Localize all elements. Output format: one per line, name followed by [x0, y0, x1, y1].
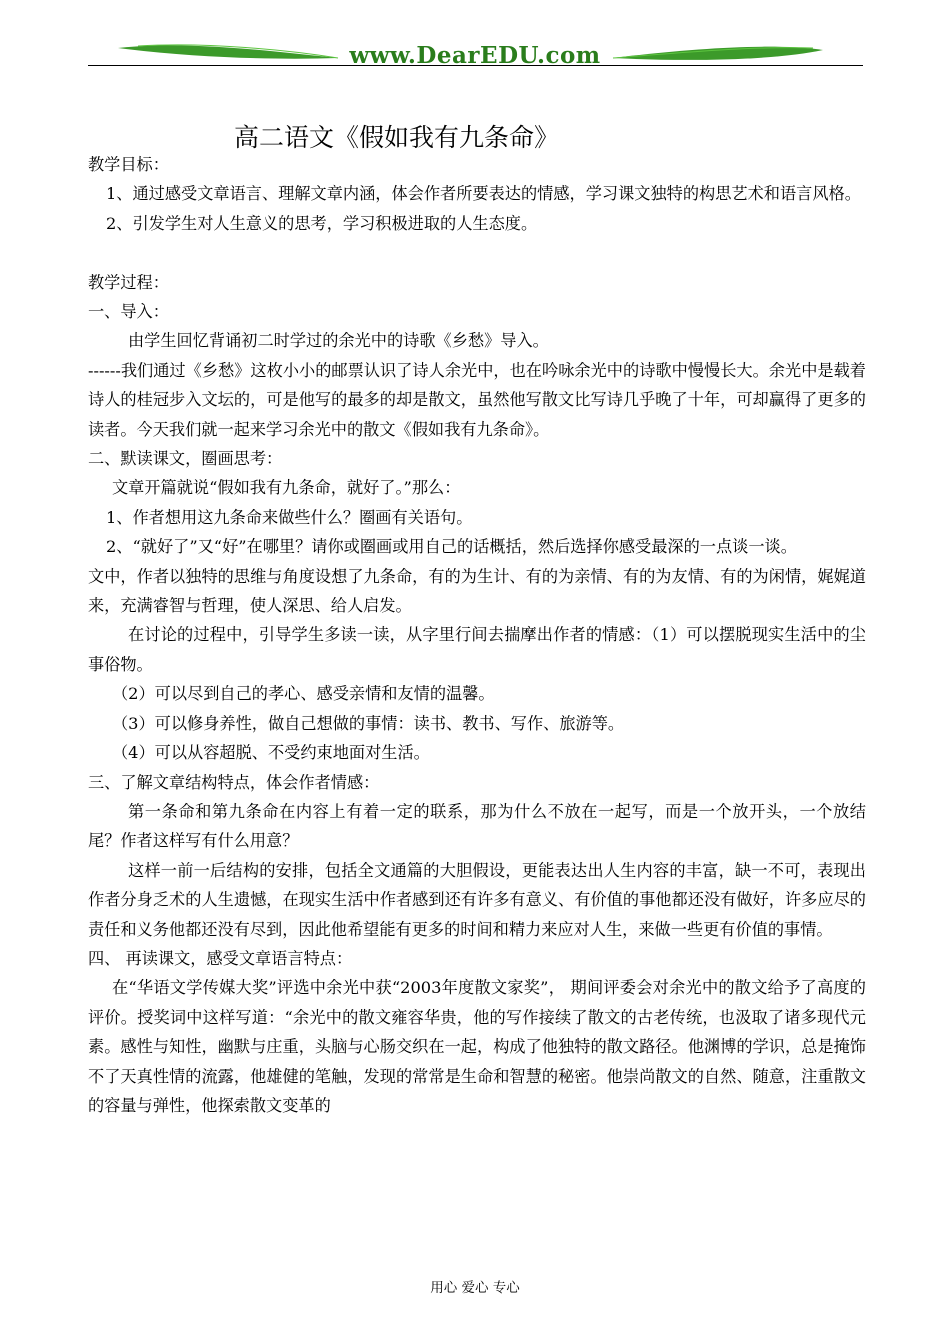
paragraph: 1、作者想用这九条命来做些什么？圈画有关语句。: [106, 507, 473, 527]
page-footer: 用心 爱心 专心: [430, 1280, 520, 1296]
paragraph: 文中，作者以独特的思维与角度设想了九条命，有的为生计、有的为亲情、有的为友情、有的为闲情，娓娓道来，充满睿智与哲理，使人深思、给人启发。: [88, 566, 866, 616]
paragraph: 2、“就好了”又“好”在哪里？请你或圈画或用自己的话概括，然后选择你感受最深的一点谈一谈。: [106, 537, 797, 557]
paragraph: （2）可以尽到自己的孝心、感受亲情和友情的温馨。: [112, 684, 495, 704]
right-leaf-swoosh: [613, 47, 823, 60]
paragraph: 2、引发学生对人生意义的思考，学习积极进取的人生态度。: [106, 213, 538, 233]
paragraph: 1、通过感受文章语言、理解文章内涵，体会作者所要表达的情感，学习课文独特的构思艺术和语言风格。: [106, 184, 861, 204]
header-rule: [88, 65, 863, 66]
paragraph: ------我们通过《乡愁》这枚小小的邮票认识了诗人余光中，也在吟咏余光中的诗歌中慢慢长大。余光中是载着诗人的桂冠步入文坛的，可是他写的最多的却是散文，虽然他写散文比写诗几乎晚了十年，可却赢得了更多的读者。今天我们就一起来学习余光中的散文《假如我有九条命》。: [88, 360, 866, 439]
site-logo-text: www.DearEDU.com: [349, 42, 601, 69]
paragraph: 教学过程：: [88, 272, 169, 292]
blank-line: [88, 238, 866, 267]
paragraph: 在“华语文学传媒大奖”评选中余光中获“2003年度散文家奖”， 期间评委会对余光中的散文给予了高度的评价。授奖词中这样写道：“余光中的散文雍容华贵，他的写作接续了散文的古老传统，也汲取了诸多现代元素。感性与知性，幽默与庄重，头脑与心肠交织在一起，构成了他独特的散文路径。他渊博的学识，总是掩饰不了天真性情的流露，他雄健的笔触，发现的常常是生命和智慧的秘密。他崇尚散文的自然、随意，注重散文的容量与弹性，他探索散文变革的: [88, 978, 866, 1115]
paragraph: 在讨论的过程中，引导学生多读一读，从字里行间去揣摩出作者的情感：（1）可以摆脱现实生活中的尘事俗物。: [88, 625, 866, 674]
paragraph: （4）可以从容超脱、不受约束地面对生活。: [112, 743, 430, 763]
document-title: 高二语文《假如我有九条命》: [234, 123, 560, 152]
paragraph: 第一条命和第九条命在内容上有着一定的联系，那为什么不放在一起写，而是一个放开头，一个放结尾？作者这样写有什么用意？: [88, 801, 866, 851]
document-body: [88, 150, 866, 1120]
paragraph: 教学目标：: [88, 155, 169, 174]
paragraph: 一、导入：: [88, 302, 169, 322]
paragraph: 二、默读课文，圈画思考：: [88, 449, 283, 469]
paragraph: 三、了解文章结构特点，体会作者情感：: [88, 772, 380, 792]
left-leaf-swoosh: [118, 45, 338, 58]
paragraph: 由学生回忆背诵初二时学过的余光中的诗歌《乡愁》导入。: [128, 331, 549, 351]
paragraph: （3）可以修身养性，做自己想做的事情：读书、教书、写作、旅游等。: [112, 713, 625, 733]
paragraph: 这样一前一后结构的安排，包括全文通篇的大胆假设，更能表达出人生内容的丰富，缺一不可，表现出作者分身乏术的人生遗憾，在现实生活中作者感到还有许多有意义、有价值的事他都还没有做好，许多应尽的责任和义务他都还没有尽到，因此他希望能有更多的时间和精力来应对人生，来做一些更有价值的事情。: [88, 860, 866, 939]
paragraph: 文章开篇就说“假如我有九条命，就好了。”那么：: [112, 478, 461, 498]
paragraph: 四、 再读课文，感受文章语言特点：: [88, 948, 353, 968]
